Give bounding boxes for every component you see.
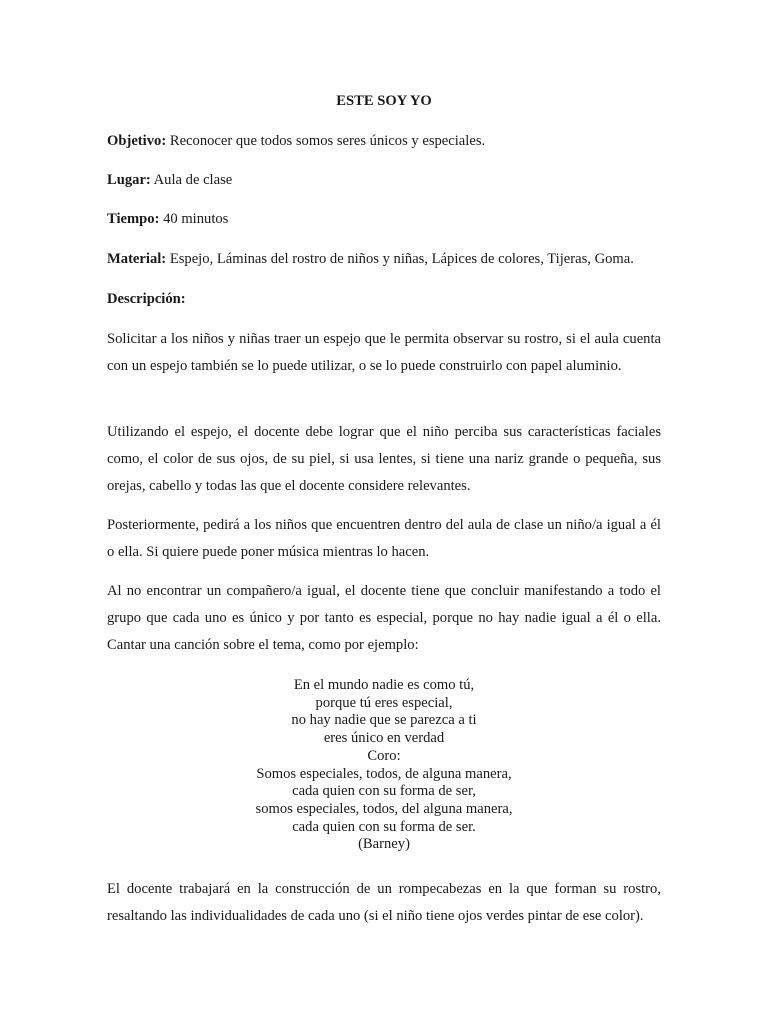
time-label: Tiempo: <box>107 211 160 227</box>
objective-value: Reconocer que todos somos seres únicos y especiales. <box>169 133 486 149</box>
song-lyrics <box>0 677 768 854</box>
song-line: En el mundo nadie es como tú, <box>293 677 475 693</box>
time-value: 40 minutos <box>163 211 229 227</box>
song-line: Coro: <box>367 747 401 764</box>
paragraph: Posteriormente, pedirá a los niños que encuentren dentro del aula de clase un niño/a igual a él o ella. Si quiere puede poner música mientras lo hacen. <box>107 517 661 560</box>
paragraph: Al no encontrar un compañero/a igual, el docente tiene que concluir manifestando a todo el grupo que cada uno es único y por tanto es especial, porque no hay nadie igual a él o ella. Cantar una canción sobre el tema, como por ejemplo: <box>107 583 661 653</box>
song-line: somos especiales, todos, del alguna manera, <box>255 800 513 817</box>
song-line: cada quien con su forma de ser. <box>292 818 476 835</box>
place-value: Aula de clase <box>153 172 233 188</box>
material-line <box>107 250 634 268</box>
song-line: porque tú eres especial, <box>315 694 453 711</box>
material-label: Material: <box>107 251 167 267</box>
objective-label: Objetivo: <box>107 133 167 149</box>
song-line: Somos especiales, todos, de alguna manera, <box>256 765 512 782</box>
place-line <box>107 171 232 189</box>
description-label: Descripción: <box>107 291 186 307</box>
song-line: eres único en verdad <box>323 730 445 747</box>
paragraph: Solicitar a los niños y niñas traer un espejo que le permita observar su rostro, si el aula cuenta con un espejo también se lo puede utilizar, o se lo puede construirlo con papel aluminio. <box>107 331 661 374</box>
document-title: ESTE SOY YO <box>336 93 432 109</box>
description-heading <box>107 290 186 308</box>
song-line: cada quien con su forma de ser, <box>292 783 476 800</box>
material-value: Espejo, Láminas del rostro de niños y niñas, Lápices de colores, Tijeras, Goma. <box>169 251 634 267</box>
song-line: (Barney) <box>358 836 410 853</box>
paragraph: Utilizando el espejo, el docente debe lograr que el niño perciba sus características faciales como, el color de sus ojos, de su piel, si usa lentes, si tiene una nariz grande o pequeña, sus orejas, cabello y todas las que el docente considere relevantes. <box>107 424 661 494</box>
paragraph: El docente trabajará en la construcción de un rompecabezas en la que forman su rostro, resaltando las individualidades de cada uno (si el niño tiene ojos verdes pintar de ese color). <box>107 881 661 924</box>
song-line: no hay nadie que se parezca a ti <box>291 712 477 729</box>
objective-line <box>107 132 485 150</box>
time-line <box>107 210 228 228</box>
place-label: Lugar: <box>107 172 151 188</box>
